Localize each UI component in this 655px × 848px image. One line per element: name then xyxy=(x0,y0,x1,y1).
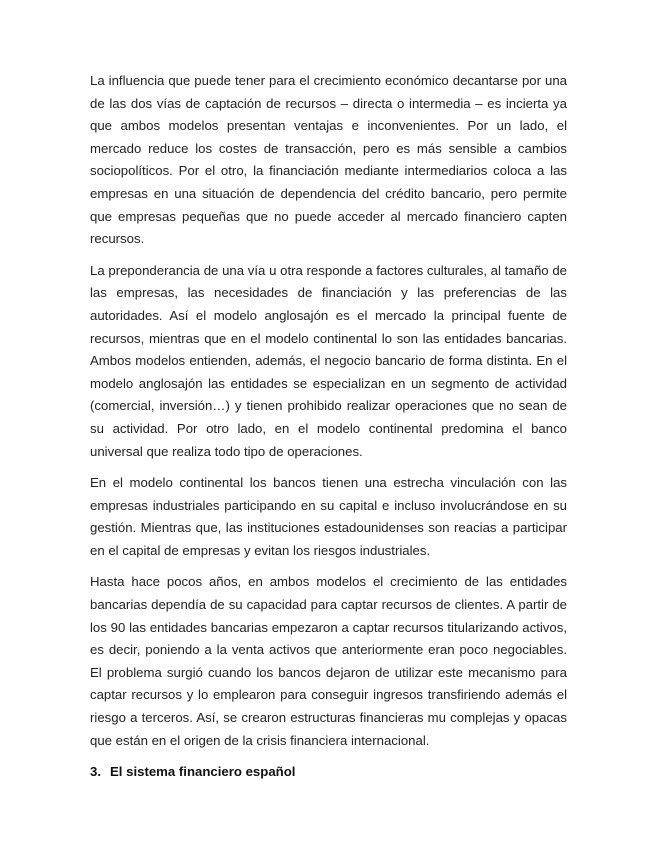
section-heading xyxy=(90,761,567,784)
paragraph-3: En el modelo continental los bancos tienen una estrecha vinculación con las empresas industriales participando en su capital e incluso involucrándose en su gestión. Mientras que, las instituciones estadounidenses son reacias a participar en el capital de empresas y evitan los riesgos industriales. xyxy=(90,475,567,558)
section-number: 3. xyxy=(90,764,101,780)
section-title: El sistema financiero español xyxy=(110,764,296,780)
paragraph-1: La influencia que puede tener para el crecimiento económico decantarse por una de las dos vías de captación de recursos – directa o intermedia – es incierta ya que ambos modelos presentan ventajas e inconvenientes. Por un lado, el mercado reduce los costes de transacción, pero es más sensible a cambios sociopolíticos. Por el otro, la financiación mediante intermediarios coloca a las empresas en una situación de dependencia del crédito bancario, pero permite que empresas pequeñas que no puede acceder al mercado financiero capten recursos. xyxy=(90,73,567,247)
paragraph-2: La preponderancia de una vía u otra responde a factores culturales, al tamaño de las empresas, las necesidades de financiación y las preferencias de las autoridades. Así el modelo anglosajón es el mercado la principal fuente de recursos, mientras que en el modelo continental lo son las entidades bancarias. Ambos modelos entienden, además, el negocio bancario de forma distinta. En el modelo anglosajón las entidades se especializan en un segmento de actividad (comercial, inversión…) y tienen prohibido realizar operaciones que no sean de su actividad. Por otro lado, en el modelo continental predomina el banco universal que realiza todo tipo de operaciones. xyxy=(90,262,567,459)
document-body xyxy=(90,70,567,784)
paragraph-4: Hasta hace pocos años, en ambos modelos el crecimiento de las entidades bancarias dependía de su capacidad para captar recursos de clientes. A partir de los 90 las entidades bancarias empezaron a captar recursos titularizando activos, es decir, poniendo a la venta activos que anteriormente eran poco negociables. El problema surgió cuando los bancos dejaron de utilizar este mecanismo para captar recursos y lo emplearon para conseguir ingresos transfiriendo además el riesgo a terceros. Así, se crearon estructuras financieras mu complejas y opacas que están en el origen de la crisis financiera internacional. xyxy=(90,574,567,748)
